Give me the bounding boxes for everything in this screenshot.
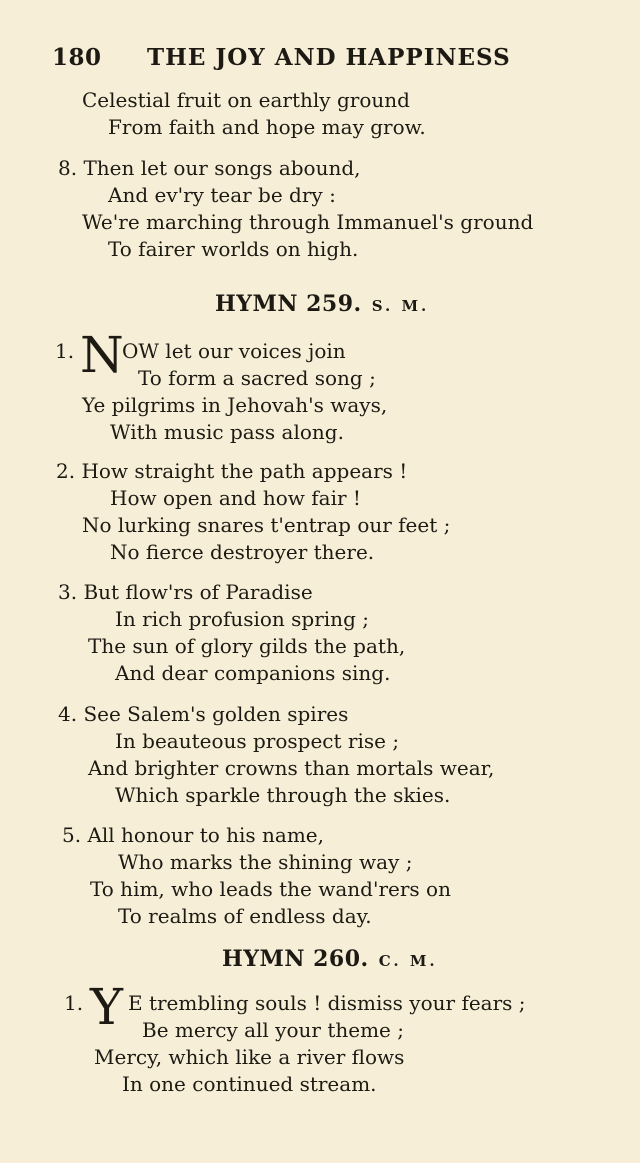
running-head: THE JOY AND HAPPINESS (147, 44, 511, 71)
verse-number: 3. (58, 580, 78, 604)
hymn-259-verse-1-number: 1. (55, 339, 75, 363)
hymn-259-verse-5-line-1 (62, 822, 324, 848)
verse-number: 4. (58, 702, 78, 726)
hymn-260-title (222, 946, 438, 972)
verse-8-line-3: We're marching through Immanuel's ground (82, 210, 534, 234)
verse-number: 2. (56, 459, 76, 483)
hymn-259-verse-3-line-3: The sun of glory gilds the path, (88, 634, 406, 658)
hymn-259-verse-4-line-4: Which sparkle through the skies. (115, 783, 451, 807)
page-number: 180 (52, 44, 102, 71)
verse-8-line-2: And ev'ry tear be dry : (108, 183, 336, 207)
hymn-260-verse-1-line-3: Mercy, which like a river flows (94, 1045, 405, 1069)
hymn-259-title (215, 291, 429, 317)
hymn-259-verse-4-line-1 (58, 701, 348, 727)
hymn-259-verse-3-line-2: In rich profusion spring ; (115, 607, 369, 631)
verse-8-line-1 (58, 155, 361, 181)
hymn-259-verse-2-line-3: No lurking snares t'entrap our feet ; (82, 513, 451, 537)
hymn-meter: S. M. (371, 297, 430, 315)
hymn-259-verse-3-line-1 (58, 579, 313, 605)
hymn-259-verse-4-line-2: In beauteous prospect rise ; (115, 729, 400, 753)
verse-8-line-4: To fairer worlds on high. (108, 237, 359, 261)
hymn-title-text: HYMN 259. (215, 291, 362, 317)
verse-text: Then let our songs abound, (83, 156, 361, 180)
drop-cap-y: Y (90, 978, 124, 1036)
verse-text: How straight the path appears ! (81, 459, 408, 483)
verse-text: But flow'rs of Paradise (83, 580, 313, 604)
hymn-259-verse-2-line-4: No fierce destroyer there. (110, 540, 375, 564)
hymn-259-verse-3-line-4: And dear companions sing. (115, 661, 391, 685)
page-header (52, 44, 592, 76)
drop-cap-n: N (80, 326, 124, 384)
hymn-259-verse-5-line-2: Who marks the shining way ; (118, 850, 413, 874)
hymn-259-verse-2-line-2: How open and how fair ! (110, 486, 361, 510)
hymn-259-verse-2-line-1 (56, 458, 407, 484)
hymn-260-verse-1-number: 1. (64, 991, 84, 1015)
hymn-259-verse-5-line-3: To him, who leads the wand'rers on (90, 877, 451, 901)
continuation-line-2: From faith and hope may grow. (108, 115, 426, 139)
hymn-260-verse-1-line-2: Be mercy all your theme ; (142, 1018, 404, 1042)
hymn-260-verse-1-line-1: E trembling souls ! dismiss your fears ; (128, 991, 526, 1015)
hymn-259-verse-1-line-4: With music pass along. (110, 420, 344, 444)
hymn-259-verse-1-line-2: To form a sacred song ; (138, 366, 376, 390)
verse-number: 5. (62, 823, 82, 847)
hymn-title-text: HYMN 260. (222, 946, 369, 972)
verse-number: 8. (58, 156, 78, 180)
hymn-260-verse-1-line-4: In one continued stream. (122, 1072, 377, 1096)
hymn-259-verse-5-line-4: To realms of endless day. (118, 904, 372, 928)
hymn-259-verse-1-line-1: OW let our voices join (122, 339, 346, 363)
verse-text: All honour to his name, (87, 823, 324, 847)
verse-text: See Salem's golden spires (83, 702, 349, 726)
continuation-line-1: Celestial fruit on earthly ground (82, 88, 410, 112)
hymn-259-verse-1-line-3: Ye pilgrims in Jehovah's ways, (82, 393, 388, 417)
hymn-259-verse-4-line-3: And brighter crowns than mortals wear, (88, 756, 495, 780)
hymn-meter: C. M. (378, 952, 438, 970)
